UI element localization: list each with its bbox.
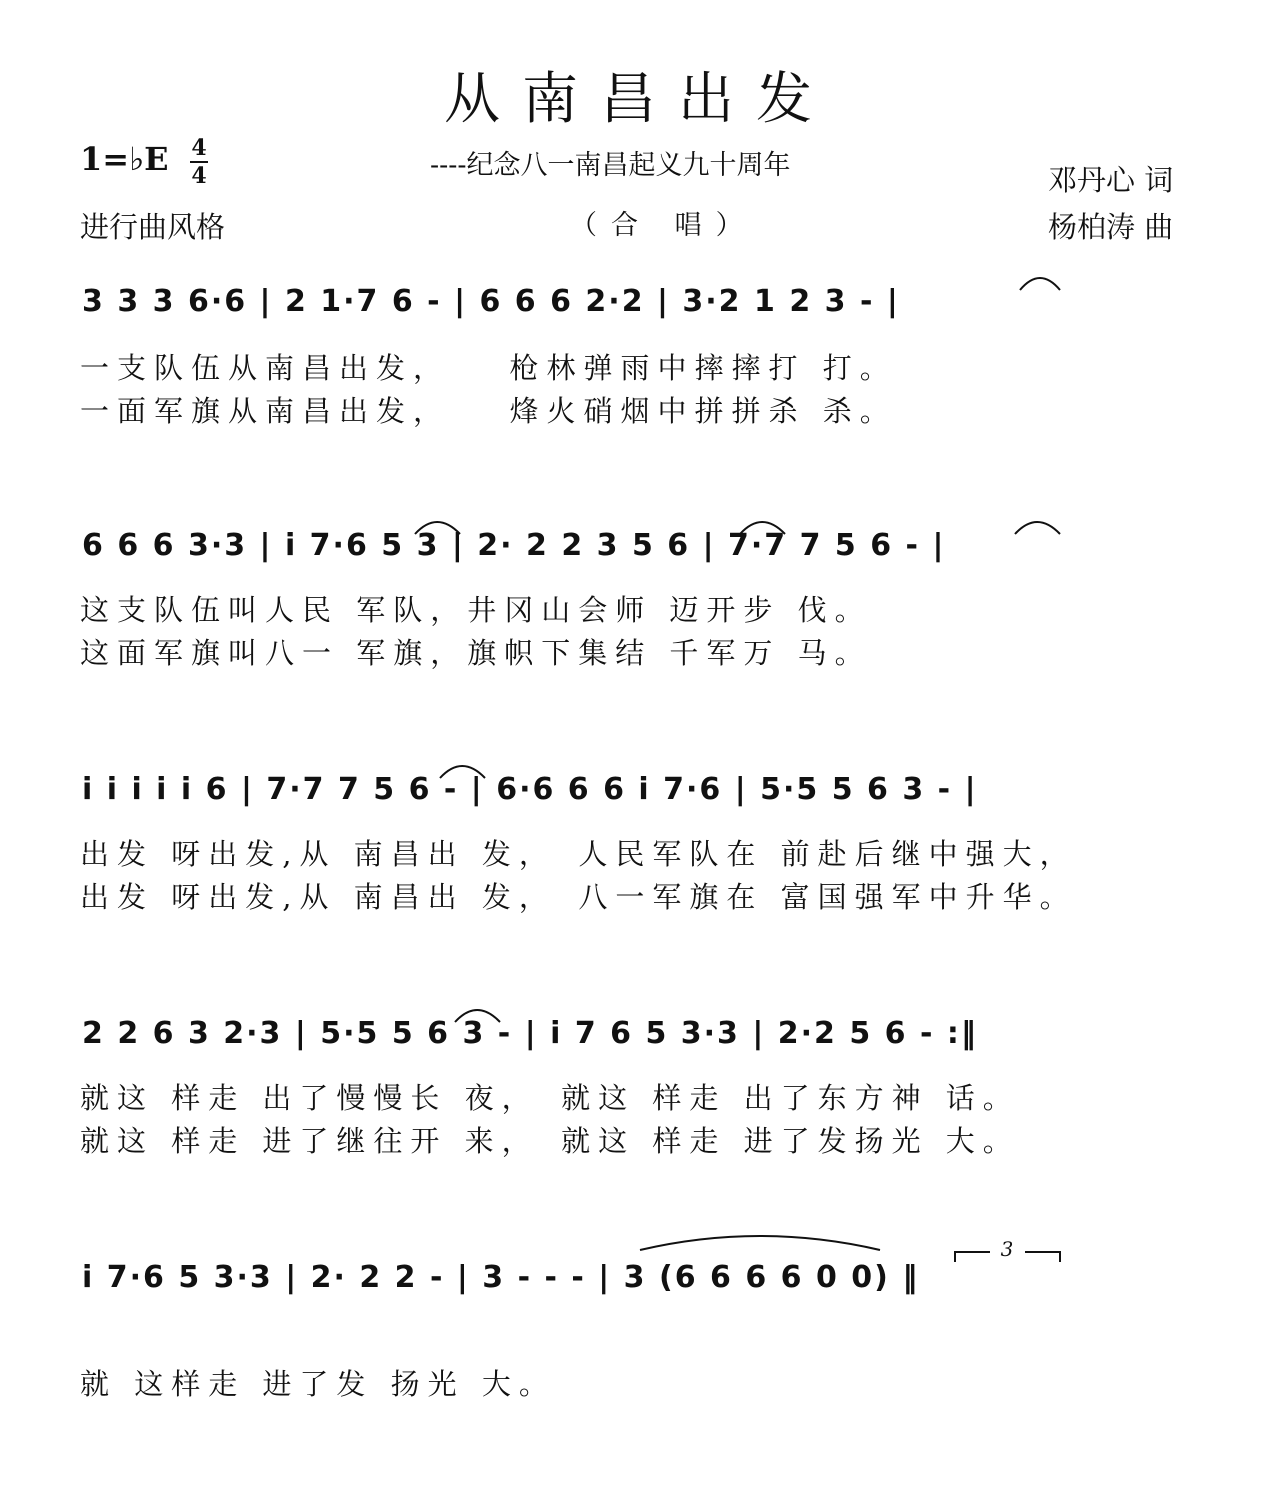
slur-mark xyxy=(415,522,460,534)
tie-mark xyxy=(640,1236,880,1250)
triplet-number: 3 xyxy=(1000,1237,1014,1261)
lyric-line-1a: 一支队伍从南昌出发， 枪林弹雨中摔摔打 打。 xyxy=(80,351,897,385)
slur-mark xyxy=(1020,278,1060,290)
lyric-line-4a: 就这 样走 出了慢慢长 夜， 就这 样走 出了东方神 话。 xyxy=(80,1081,1020,1115)
song-title: 从南昌出发 xyxy=(444,67,834,132)
slur-mark xyxy=(440,766,485,778)
lyric-line-3a: 出发 呀出发,从 南昌出 发， 人民军队在 前赴后继中强大， xyxy=(80,837,1077,871)
lyric-line-4b: 就这 样走 进了继往开 来， 就这 样走 进了发扬光 大。 xyxy=(80,1124,1020,1158)
lyric-line-2b: 这面军旗叫八一 军旗，旗帜下集结 千军万 马。 xyxy=(80,636,872,670)
style-marking: 进行曲风格 xyxy=(80,210,226,244)
slur-mark xyxy=(455,1010,500,1022)
time-top: 4 xyxy=(191,135,207,161)
notation-line-5: i 7·6 5 3·3 | 2· 2 2 - | 3 - - - | 3 (6 6 6 6 0 0) ‖ xyxy=(82,1260,920,1295)
slur-mark xyxy=(740,522,785,534)
lyric-line-2a: 这支队伍叫人民 军队，井冈山会师 迈开步 伐。 xyxy=(80,593,872,627)
key-signature: 1=♭E xyxy=(80,140,169,178)
lyric-line-1b: 一面军旗从南昌出发， 烽火硝烟中拼拼杀 杀。 xyxy=(80,394,897,428)
performance-type: （合 唱） xyxy=(570,210,757,241)
notation-line-4: 2 2 6 3 2·3 | 5·5 5 6 3 - | i 7 6 5 3·3 | 2·2 5 6 - :‖ xyxy=(82,1016,978,1051)
lyric-line-3b: 出发 呀出发,从 南昌出 发， 八一军旗在 富国强军中升华。 xyxy=(80,880,1077,914)
notation-line-1: 3 3 3 6·6 | 2 1·7 6 - | 6 6 6 2·2 | 3·2 1 2 3 - | xyxy=(82,284,900,319)
notation-line-3: i i i i i 6 | 7·7 7 5 6 - | 6·6 6 6 i 7·6 | 5·5 5 6 3 - | xyxy=(82,772,978,807)
slur-mark xyxy=(1015,522,1060,534)
subtitle: ----纪念八一南昌起义九十周年 xyxy=(430,150,791,181)
notation-line-2: 6 6 6 3·3 | i 7·6 5 3 | 2· 2 2 3 5 6 | 7·7 7 5 6 - | xyxy=(82,528,946,563)
lyricist: 邓丹心 词 xyxy=(1048,163,1174,197)
lyric-line-5: 就 这样走 进了发 扬光 大。 xyxy=(80,1367,556,1401)
time-bottom: 4 xyxy=(191,163,207,189)
composer: 杨柏涛 曲 xyxy=(1048,210,1174,244)
